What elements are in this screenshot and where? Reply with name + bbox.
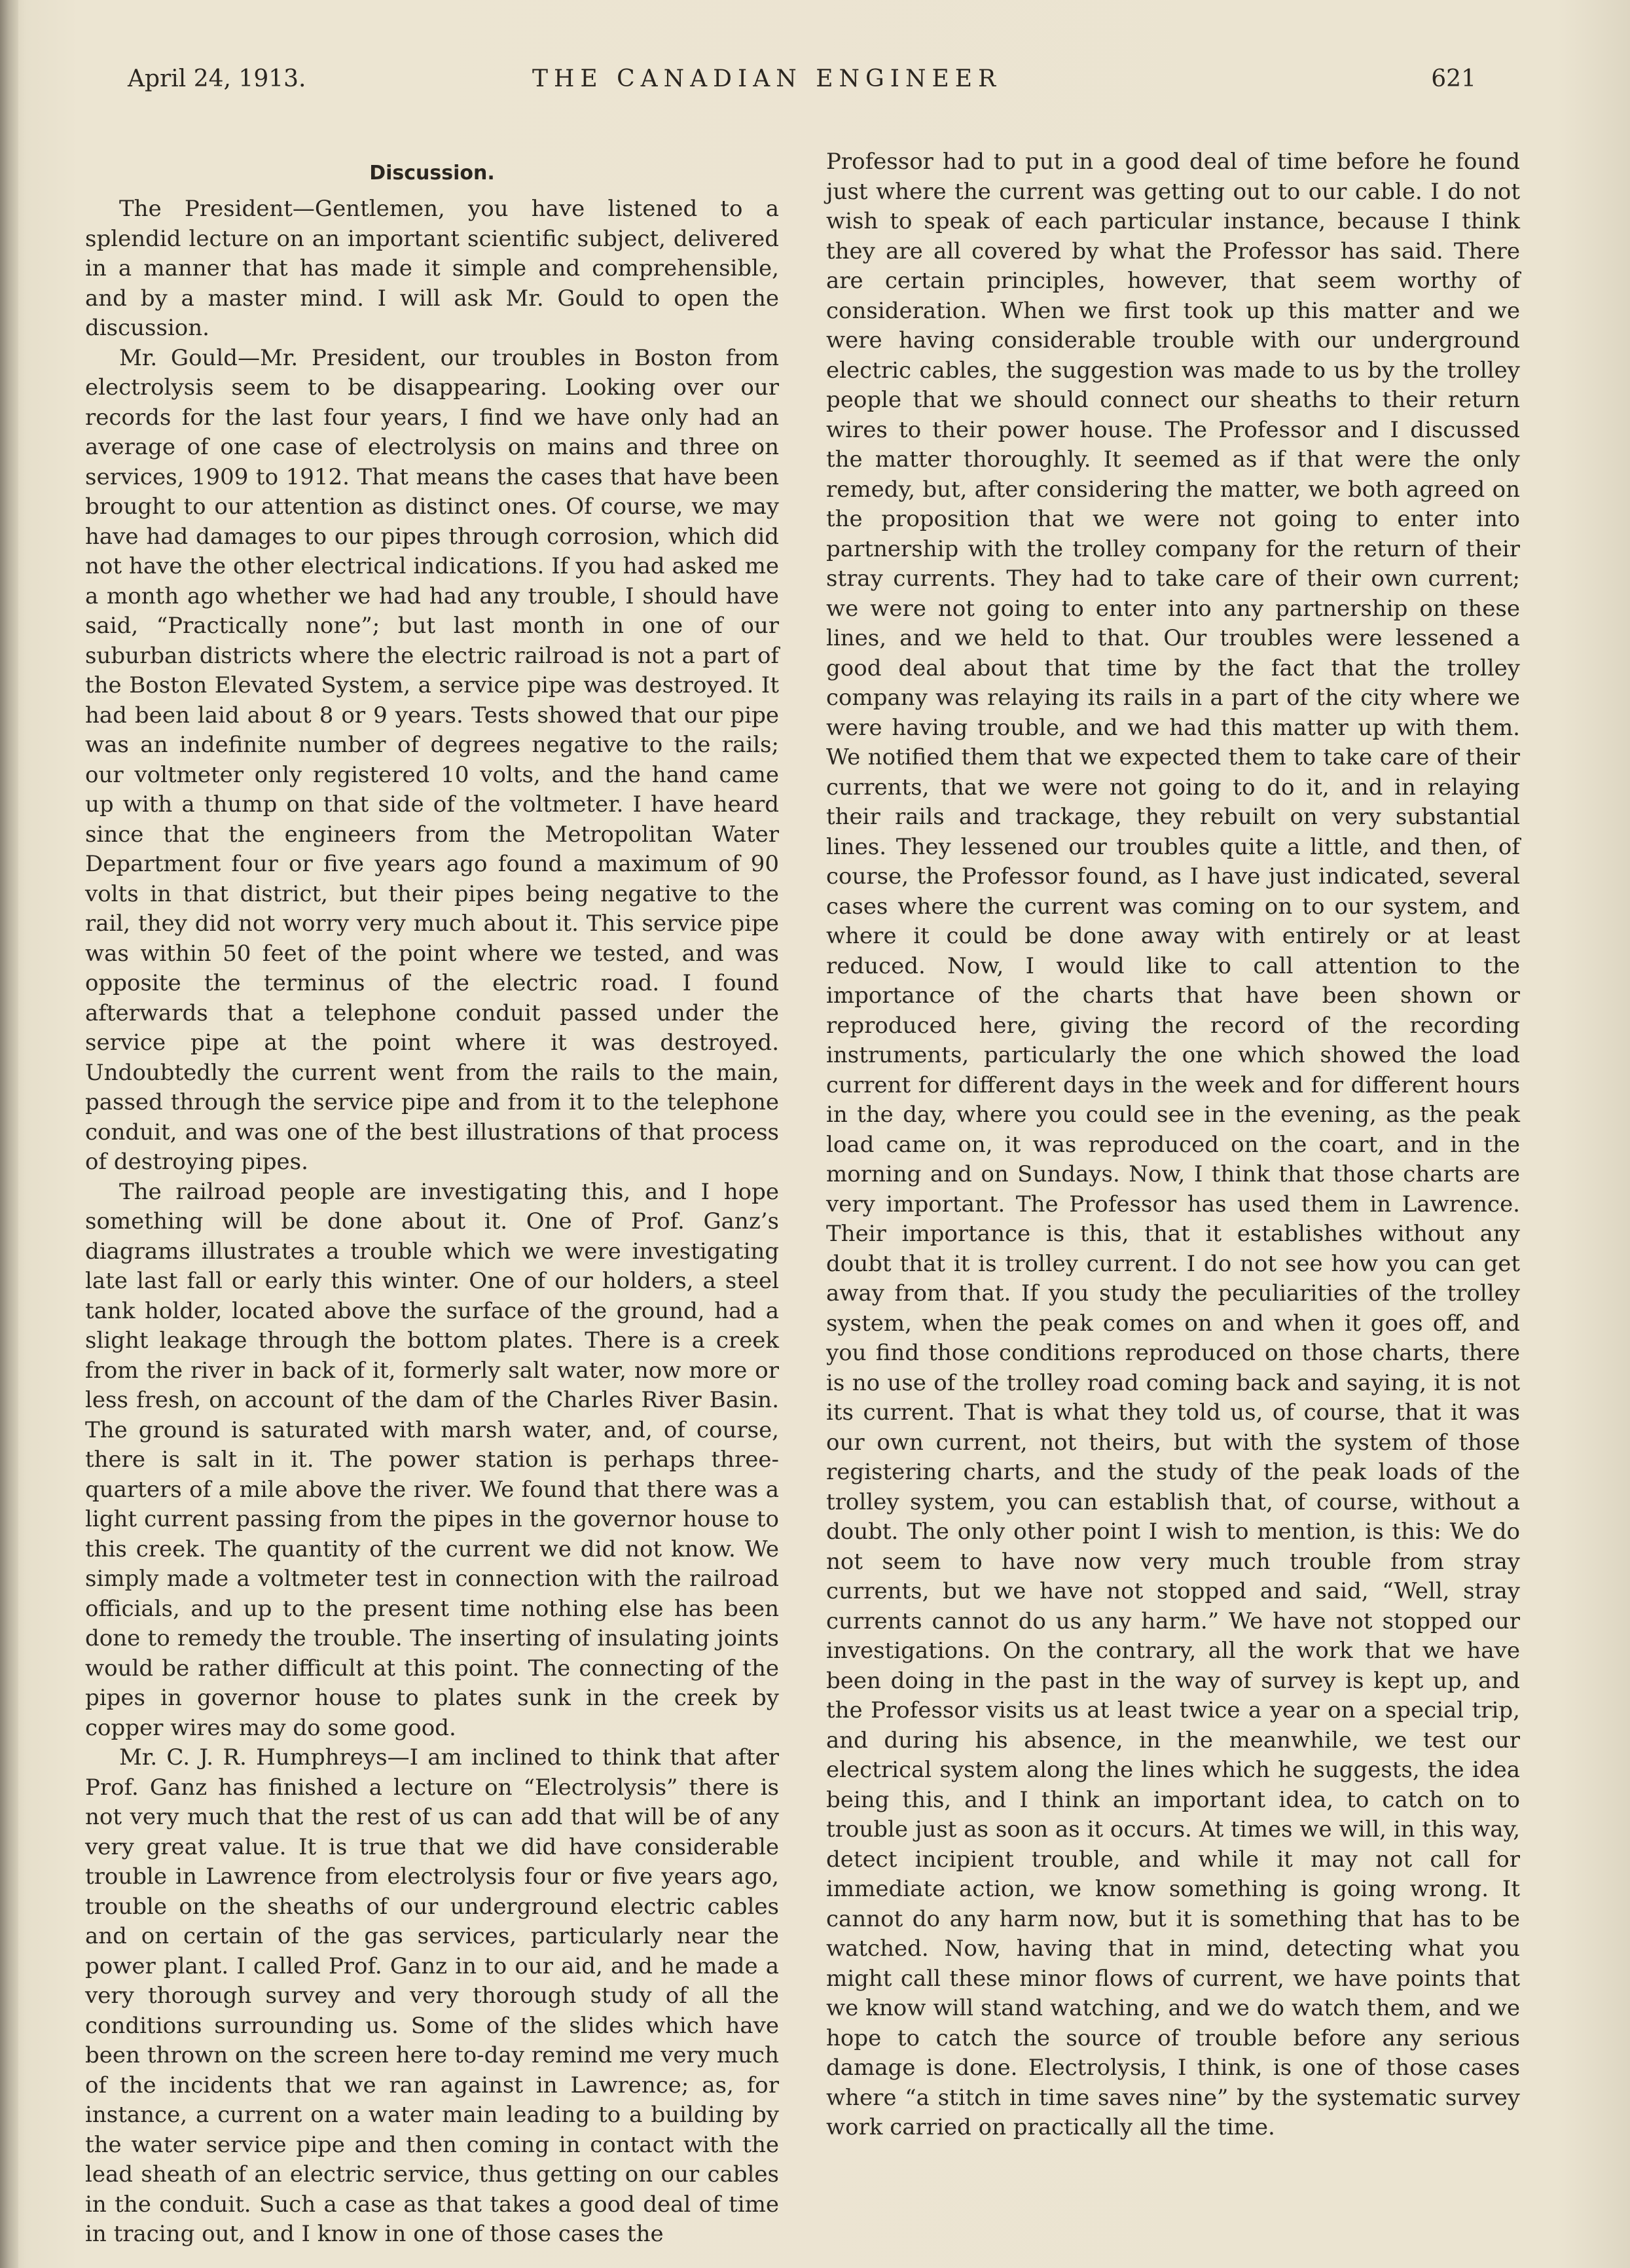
paragraph: Professor had to put in a good deal of time before he found just where the current was getting out to our cable. I do not wish to speak of each particular instance, because I think they are all covered by what the Professor has said. There are certain principles, however, that seem worthy of consideration. When we first took up this matter and we were having considerable trouble with our underground electric cables, the suggestion was made to us by the trolley people that we should connect our sheaths to their return wires to their power house. The Professor and I discussed the matter thoroughly. It seemed as if that were the only remedy, but, after considering the matter, we both agreed on the proposition that we were not going to enter into partnership with the trolley company for the return of their stray currents. They had to take care of their own current; we were not going to enter into any partnership on these lines, and we held to that. Our troubles were lessened a good deal about that time by the fact that the trolley company was relaying its rails in a part of the city where we were having trouble, and we had this matter up with them. We notified them that we expected them to take care of their currents, that we were not going to do it, and in relaying their rails and trackage, they rebuilt on very substantial lines. They lessened our troubles quite a little, and then, of course, the Professor found, as I have just indicated, several cases where the current was coming on to our system, and where it could be done away with entirely or at least reduced. Now, I would like to call attention to the importance of the charts that have been shown or reproduced here, giving the record of the recording instruments, particularly the one which showed the load current for different days in the week and for different hours in the day, where you could see in the evening, as the peak load came on, it was reproduced on the coart, and in the morning and on Sundays. Now, I think that those charts are very important. The Professor has used them in Lawrence. Their importance is this, that it establishes without any doubt that it is trolley current. I do not see how you can get away from that. If you study the peculiarities of the trolley system, when the peak comes on and when it goes off, and you find those conditions reproduced on those charts, there is no use of the trolley road coming back and saying, it is not its current. That is what they told us, of course, that it was our own current, not theirs, but with the system of those registering charts, and the study of the peak loads of the trolley system, you can establish that, of course, without a doubt. The only other point I wish to mention, is this: We do not seem to have now very much trouble from stray currents, but we have not stopped and said, “Well, stray currents cannot do us any harm.” We have not stopped our investigations. On the contrary, all the work that we have been doing in the past in the way of survey is kept up, and the Professor visits us at least twice a year on a special trip, and during his absence, in the meanwhile, we test our electrical system along the lines which he suggests, the idea being this, and I think an important idea, to catch on to trouble just as soon as it occurs. At times we will, in this way, detect incipient trouble, and while it may not call for immediate action, we know something is going wrong. It cannot do any harm now, but it is something that has to be watched. Now, having that in mind, detecting what you might call these minor flows of current, we have points that we know will stand watching, and we do watch them, and we hope to catch the source of trouble before any serious damage is done. Electrolysis, I think, is one of those cases where “a stitch in time saves nine” by the systematic survey work carried on practically all the time. <box>826 149 1520 2140</box>
header-journal-title: THE CANADIAN ENGINEER <box>532 65 1002 92</box>
paragraph: Mr. Gould—Mr. President, our troubles in Boston from electrolysis seem to be disappearing. Looking over our records for the last four years, I find we have only had an average of one case of electrolysis on mains and three on services, 1909 to 1912. That means the cases that have been brought to our attention as distinct ones. Of course, we may have had damages to our pipes through corrosion, which did not have the other electrical indications. If you had asked me a month ago whether we had had any trouble, I should have said, “Practically none”; but last month in one of our suburban districts where the electric railroad is not a part of the Boston Elevated System, a service pipe was destroyed. It had been laid about 8 or 9 years. Tests showed that our pipe was an indefinite number of degrees negative to the rails; our voltmeter only registered 10 volts, and the hand came up with a thump on that side of the voltmeter. I have heard since that the engineers from the Metropolitan Water Department four or five years ago found a maximum of 90 volts in that district, but their pipes being negative to the rail, they did not worry very much about it. This service pipe was within 50 feet of the point where we tested, and was opposite the terminus of the electric road. I found afterwards that a telephone conduit passed under the service pipe at the point where it was destroyed. Undoubtedly the current went from the rails to the main, passed through the service pipe and from it to the telephone conduit, and was one of the best illustrations of that process of destroying pipes. <box>85 344 779 1175</box>
right-column <box>826 147 1520 2143</box>
paragraph: Mr. C. J. R. Humphreys—I am inclined to think that after Prof. Ganz has finished a lecture on “Electrolysis” there is not very much that the rest of us can add that will be of any very great value. It is true that we did have considerable trouble in Lawrence from electrolysis four or five years ago, trouble on the sheaths of our underground electric cables and on certain of the gas services, particularly near the power plant. I called Prof. Ganz in to our aid, and he made a very thorough survey and very thorough study of all the conditions surrounding us. Some of the slides which have been thrown on the screen here to-day remind me very much of the incidents that we ran against in Lawrence; as, for instance, a current on a water main leading to a building by the water service pipe and then coming in contact with the lead sheath of an electric service, thus getting on our cables in the conduit. Such a case as that takes a good deal of time in tracing out, and I know in one of those cases the <box>85 1744 779 2247</box>
header-date: April 24, 1913. <box>128 65 306 92</box>
section-title: Discussion. <box>369 162 495 185</box>
left-column <box>85 147 779 2250</box>
book-spine-shadow <box>0 0 18 2268</box>
paragraph: The railroad people are investigating this, and I hope something will be done about it. One of Prof. Ganz’s diagrams illustrates a trouble which we were investigating late last fall or early this winter. One of our holders, a steel tank holder, located above the surface of the ground, had a slight leakage through the bottom plates. There is a creek from the river in back of it, formerly salt water, now more or less fresh, on account of the dam of the Charles River Basin. The ground is saturated with marsh water, and, of course, there is salt in it. The power station is perhaps three-quarters of a mile above the river. We found that there was a light current passing from the pipes in the governor house to this creek. The quantity of the current we did not know. We simply made a voltmeter test in connection with the railroad officials, and up to the present time nothing else has been done to remedy the trouble. The inserting of insulating joints would be rather difficult at this point. The connecting of the pipes in governor house to plates sunk in the creek by copper wires may do some good. <box>85 1178 779 1741</box>
header-page-number: 621 <box>1431 65 1476 92</box>
paragraph: The President—Gentlemen, you have listened to a splendid lecture on an important scientific subject, delivered in a manner that has made it simple and comprehensible, and by a master mind. I will ask Mr. Gould to open the discussion. <box>85 196 779 341</box>
running-header <box>128 65 1476 118</box>
